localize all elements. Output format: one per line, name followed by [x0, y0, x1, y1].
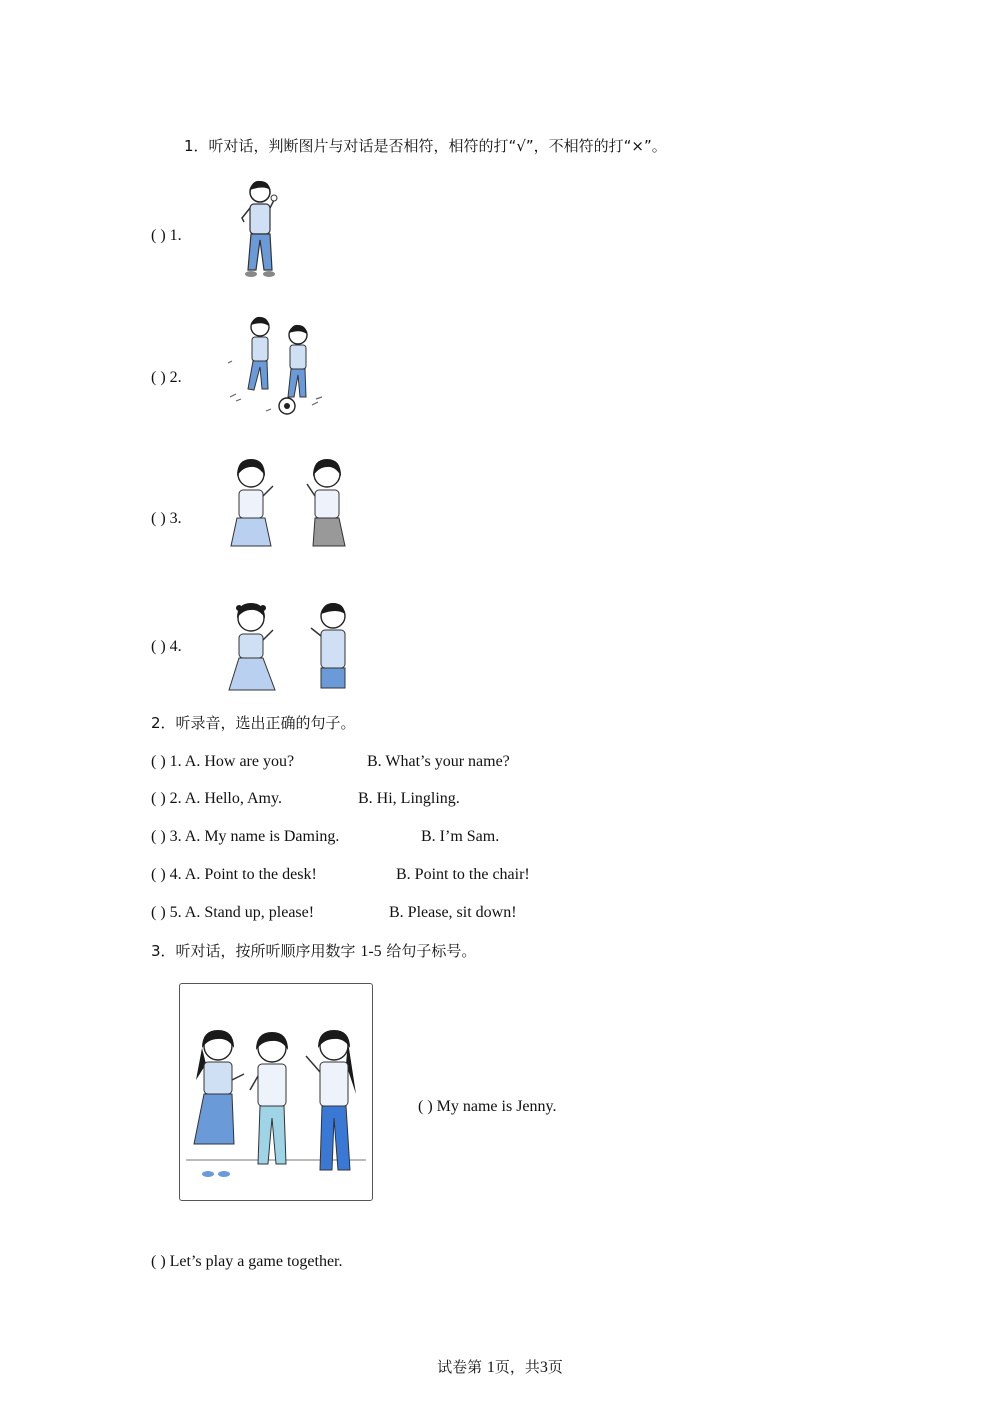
- s1-item-1: [151, 226, 182, 246]
- answer-blank[interactable]: ( ): [151, 1253, 166, 1270]
- kids-playing-football-icon: [226, 313, 330, 419]
- s2-item-3: [151, 827, 751, 847]
- option-a: 3. A. My name is Daming.: [169, 828, 340, 845]
- answer-blank[interactable]: ( ): [151, 753, 166, 770]
- s2-item-1: [151, 752, 751, 772]
- option-a: 2. A. Hello, Amy.: [169, 790, 282, 807]
- option-b: B. I’m Sam.: [421, 828, 500, 845]
- two-girls-waving-icon: [227, 456, 353, 548]
- s1-item-3: [151, 509, 182, 529]
- answer-blank[interactable]: ( ): [151, 904, 166, 921]
- option-a: 4. A. Point to the desk!: [169, 866, 317, 883]
- item-number: 1.: [169, 227, 182, 244]
- section3-picture-frame: [179, 983, 373, 1201]
- answer-blank[interactable]: ( ): [151, 510, 166, 527]
- section2-heading: 2．听录音，选出正确的句子。: [151, 714, 356, 732]
- option-b: B. Point to the chair!: [396, 866, 530, 883]
- item-number: 2.: [169, 369, 182, 386]
- girl-and-boy-waving-icon: [227, 600, 353, 692]
- answer-blank[interactable]: ( ): [151, 866, 166, 883]
- answer-blank[interactable]: ( ): [151, 638, 166, 655]
- section3-heading: 3．听对话，按所听顺序用数字 1-5 给句子标号。: [151, 942, 477, 960]
- answer-blank[interactable]: ( ): [151, 828, 166, 845]
- s2-item-2: [151, 789, 751, 809]
- s3-item-2: [151, 1252, 342, 1272]
- sentence: My name is Jenny.: [436, 1098, 557, 1115]
- section1-heading: 1．听对话，判断图片与对话是否相符，相符的打“√”，不相符的打“×”。: [184, 137, 667, 155]
- option-a: 5. A. Stand up, please!: [169, 904, 315, 921]
- s1-item-4: [151, 637, 182, 657]
- s2-item-5: [151, 903, 751, 923]
- page-footer: 试卷第 1页，共3页: [437, 1358, 563, 1376]
- answer-blank[interactable]: ( ): [151, 227, 166, 244]
- option-a: 1. A. How are you?: [169, 753, 295, 770]
- s2-item-4: [151, 865, 751, 885]
- answer-blank[interactable]: ( ): [418, 1098, 433, 1115]
- three-girls-greeting-icon: [180, 984, 372, 1200]
- item-number: 3.: [169, 510, 182, 527]
- option-b: B. Please, sit down!: [389, 904, 517, 921]
- s1-item-2: [151, 368, 182, 388]
- answer-blank[interactable]: ( ): [151, 369, 166, 386]
- answer-blank[interactable]: ( ): [151, 790, 166, 807]
- option-b: B. What’s your name?: [367, 753, 510, 770]
- item-number: 4.: [169, 638, 182, 655]
- s3-item-1: [418, 1097, 557, 1117]
- boy-waving-icon: [236, 178, 282, 282]
- option-b: B. Hi, Lingling.: [358, 790, 460, 807]
- sentence: Let’s play a game together.: [169, 1253, 343, 1270]
